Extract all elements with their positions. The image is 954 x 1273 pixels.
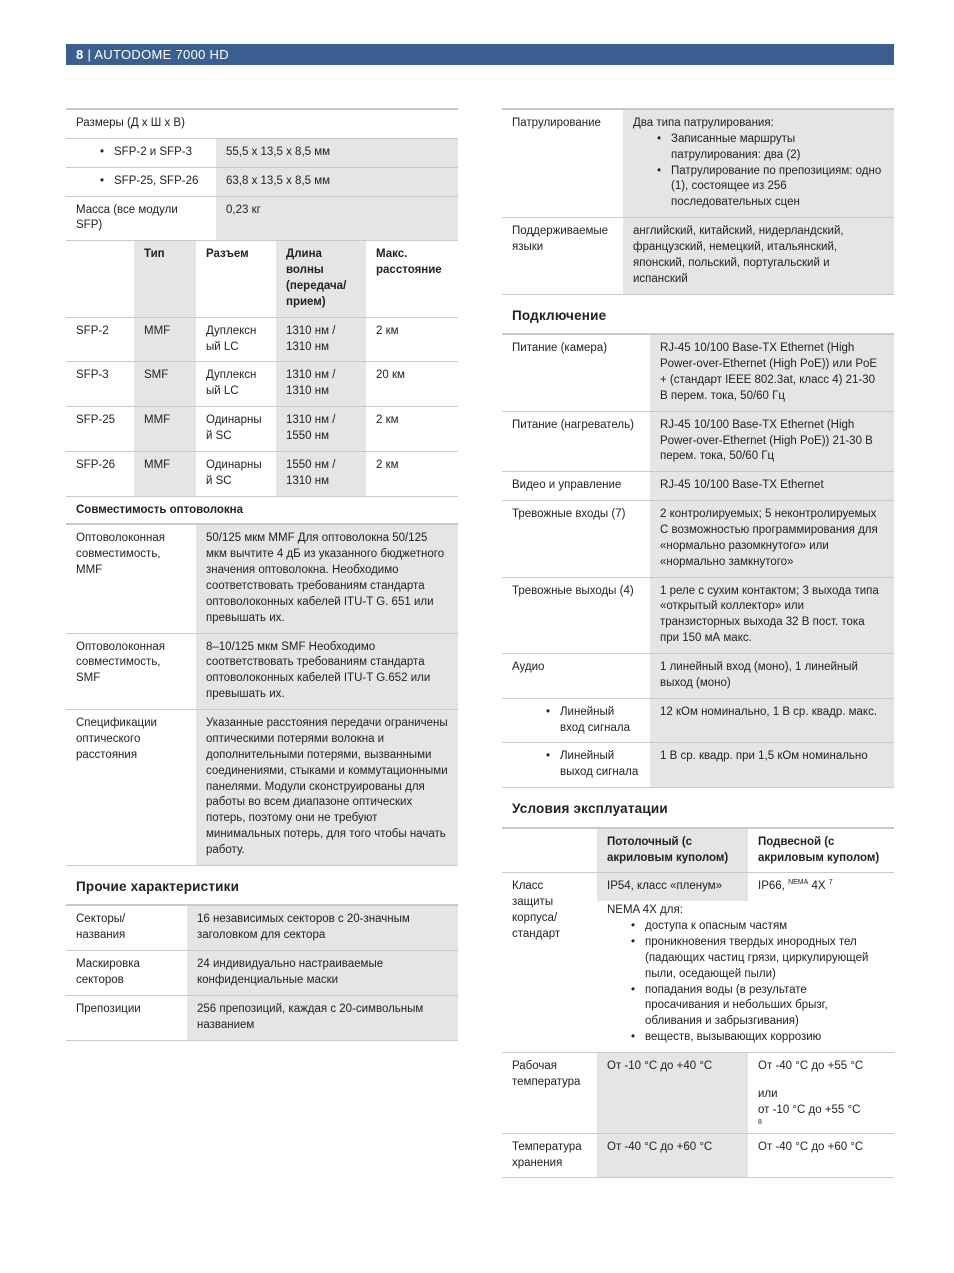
sfp-type: SMF <box>134 362 196 407</box>
sfp-connector: Одинарны й SC <box>196 407 276 452</box>
dimensions-row-label: • SFP-25, SFP-26 <box>66 167 216 196</box>
sfp-distance: 2 км <box>366 451 458 496</box>
patrol-list <box>633 132 884 211</box>
compat-value: 8–10/125 мкм SMF Необходимо соответствовать требованиям стандарта оптоволоконных кабелей ITU-T G.652 или превышать их. <box>196 633 458 709</box>
sfp-type: MMF <box>134 451 196 496</box>
storage-temp-label: Температура хранения <box>502 1133 597 1178</box>
list-item: • доступа к опасным частям <box>607 919 884 935</box>
sfp-connector: Дуплексн ый LC <box>196 362 276 407</box>
connection-table <box>502 335 894 788</box>
table-row <box>502 1053 894 1134</box>
document-title: AUTODOME 7000 HD <box>94 47 229 62</box>
languages-value: английский, китайский, нидерландский, французский, немецкий, итальянский, японский, польский, португальский и испанский <box>623 218 894 294</box>
patrol-table <box>502 108 894 295</box>
class-label: Класс защиты корпуса/ стандарт <box>502 873 597 1053</box>
patrol-value <box>623 109 894 218</box>
sfp-wavelength: 1310 нм / 1310 нм <box>276 317 366 362</box>
connection-title: Подключение <box>502 295 894 336</box>
table-row <box>502 335 894 411</box>
patrol-intro: Два типа патрулирования: <box>633 117 774 129</box>
list-item: • попадания воды (в результате просачивания и небольших брызг, обливания и забрызгивания) <box>607 983 884 1031</box>
table-row <box>66 407 458 452</box>
list-item: • Патрулирование по препозициям: одно (1), состоящее из 256 последовательных сцен <box>633 164 884 212</box>
sfp-table <box>66 241 458 496</box>
connection-value: RJ-45 10/100 Base-TX Ethernet (High Power-over-Ethernet (High PoE)) 21-30 В перем. тока, 50/60 Гц <box>650 411 894 472</box>
class-ceiling: IP54, класс «пленум» <box>597 873 748 901</box>
other-label: Маскировка секторов <box>66 951 187 996</box>
op-temp-pendant: От -40 °C до +55 °C или от -10 °C до +55 °C 8 <box>748 1053 894 1134</box>
table-row <box>502 109 894 218</box>
list-item: • проникновения твердых инородных тел (падающих частиц грязи, циркулирующей пыли, оседающей пыли) <box>607 935 884 983</box>
environment-title: Условия эксплуатации <box>502 788 894 829</box>
dimensions-row-label: • SFP-2 и SFP-3 <box>66 138 216 167</box>
sfp-model: SFP-2 <box>66 317 134 362</box>
storage-temp-pendant: От -40 °C до +60 °C <box>748 1133 894 1178</box>
mass-value: 0,23 кг <box>216 196 458 241</box>
connection-value: RJ-45 10/100 Base-TX Ethernet (High Power-over-Ethernet (High PoE)) или PoE + (стандарт IEEE 802.3at, класс 4) 21-30 В перем. тока, 50/60 Гц <box>650 335 894 411</box>
environment-table <box>502 829 894 1179</box>
table-row <box>502 472 894 501</box>
sfp-wavelength: 1550 нм / 1310 нм <box>276 451 366 496</box>
other-value: 16 независимых секторов с 20-значным заголовком для сектора <box>187 906 458 950</box>
other-specs-title: Прочие характеристики <box>66 866 458 907</box>
connection-label: Аудио <box>502 653 650 698</box>
sfp-distance: 2 км <box>366 317 458 362</box>
storage-temp-ceiling: От -40 °C до +60 °C <box>597 1133 748 1178</box>
sfp-model: SFP-26 <box>66 451 134 496</box>
table-row <box>502 501 894 577</box>
sfp-connector: Одинарны й SC <box>196 451 276 496</box>
sfp-header-connector: Разъем <box>196 241 276 317</box>
audio-sub-value: 1 В ср. квадр. при 1,5 кОм номинально <box>650 743 894 788</box>
other-label: Секторы/ названия <box>66 906 187 950</box>
table-row <box>502 1133 894 1178</box>
nema-intro: NEMA 4X для: <box>607 904 683 917</box>
sfp-header-type: Тип <box>134 241 196 317</box>
sfp-type: MMF <box>134 317 196 362</box>
table-row <box>502 873 894 901</box>
table-row <box>66 995 458 1040</box>
right-column <box>502 108 894 1178</box>
sfp-model: SFP-3 <box>66 362 134 407</box>
sfp-type: MMF <box>134 407 196 452</box>
op-temp-label: Рабочая температура <box>502 1053 597 1134</box>
sfp-distance: 2 км <box>366 407 458 452</box>
table-row <box>66 317 458 362</box>
list-item: • веществ, вызывающих коррозию <box>607 1030 884 1046</box>
table-row <box>502 411 894 472</box>
compat-value: 50/125 мкм MMF Для оптоволокна 50/125 мкм вычтите 4 дБ из указанного бюджетного значения оптоволокна. Необходимо соответствовать требованиям стандарта оптоволоконных кабелей ITU-T G. 651 или превышать их. <box>196 525 458 633</box>
connection-value: 1 линейный вход (моно), 1 линейный выход (моно) <box>650 653 894 698</box>
table-row <box>66 951 458 996</box>
dimensions-row-value: 63,8 x 13,5 x 8,5 мм <box>216 167 458 196</box>
mass-label: Масса (все модули SFP) <box>66 196 216 241</box>
table-row <box>66 906 458 950</box>
connection-label: Видео и управление <box>502 472 650 501</box>
sfp-connector: Дуплексн ый LC <box>196 317 276 362</box>
other-value: 24 индивидуально настраиваемые конфиденциальные маски <box>187 951 458 996</box>
class-pendant: IP66, $^{NEMA}$ 4X $^7$ <box>758 879 833 893</box>
connection-label: Тревожные входы (7) <box>502 501 650 577</box>
list-item: • Записанные маршруты патрулирования: два (2) <box>633 132 884 164</box>
sfp-header-distance: Макс. расстояние <box>366 241 458 317</box>
audio-sub-value: 12 кОм номинально, 1 В ср. квадр. макс. <box>650 698 894 743</box>
dimensions-row-value: 55,5 x 13,5 x 8,5 мм <box>216 138 458 167</box>
env-header-ceiling: Потолочный (с акриловым куполом) <box>597 829 748 873</box>
table-row <box>66 451 458 496</box>
table-row <box>502 577 894 653</box>
audio-sub-label: • Линейный выход сигнала <box>502 743 650 788</box>
fiber-compat-title: Совместимость оптоволокна <box>66 497 458 526</box>
sfp-wavelength: 1310 нм / 1310 нм <box>276 362 366 407</box>
table-row <box>502 653 894 698</box>
table-row <box>66 633 458 709</box>
connection-value: 2 контролируемых; 5 неконтролируемых С возможностью программирования для «нормально разомкнутого» или «нормально замкнутого» <box>650 501 894 577</box>
connection-value: 1 реле с сухим контактом; 3 выхода типа «открытый коллектор» или транзисторных выхода 32 В пост. тока при 150 мА макс. <box>650 577 894 653</box>
fiber-compat-table <box>66 525 458 865</box>
table-row <box>502 218 894 294</box>
connection-label: Питание (нагреватель) <box>502 411 650 472</box>
header-separator: | <box>83 47 95 62</box>
table-row <box>66 362 458 407</box>
dimensions-label: Размеры (Д x Ш x В) <box>66 109 458 138</box>
connection-label: Тревожные выходы (4) <box>502 577 650 653</box>
compat-label: Оптоволоконная совместимость, SMF <box>66 633 196 709</box>
other-value: 256 препозиций, каждая с 20-символьным названием <box>187 995 458 1040</box>
nema-list <box>607 919 884 1046</box>
left-column <box>66 108 458 1041</box>
table-row <box>66 710 458 866</box>
nema-notes <box>597 901 894 1052</box>
sfp-header-wavelength: Длина волны (передача/прием) <box>276 241 366 317</box>
page-number: 8 <box>76 47 84 62</box>
connection-value: RJ-45 10/100 Base-TX Ethernet <box>650 472 894 501</box>
connection-label: Питание (камера) <box>502 335 650 411</box>
other-specs-table <box>66 906 458 1040</box>
op-temp-ceiling: От -10 °C до +40 °C <box>597 1053 748 1134</box>
other-label: Препозиции <box>66 995 187 1040</box>
table-row <box>66 525 458 633</box>
compat-value: Указанные расстояния передачи ограничены оптическими потерями волокна и дополнительными потерями, вызванными соединениями, стыками и коммутационными панелями. Модули сконструированы для работы во всем диапазоне оптических потерь, поэтому они не требуют минимальных потерь, для того чтобы начать работу. <box>196 710 458 866</box>
languages-label: Поддерживаемые языки <box>502 218 623 294</box>
sfp-wavelength: 1310 нм / 1550 нм <box>276 407 366 452</box>
compat-label: Оптоволоконная совместимость, MMF <box>66 525 196 633</box>
dimensions-table <box>66 108 458 241</box>
sfp-model: SFP-25 <box>66 407 134 452</box>
page-header <box>66 44 894 65</box>
audio-sub-label: • Линейный вход сигнала <box>502 698 650 743</box>
sfp-distance: 20 км <box>366 362 458 407</box>
table-row <box>502 743 894 788</box>
patrol-label: Патрулирование <box>502 109 623 218</box>
env-header-pendant: Подвесной (с акриловым куполом) <box>748 829 894 873</box>
compat-label: Спецификации оптического расстояния <box>66 710 196 866</box>
table-row <box>502 698 894 743</box>
